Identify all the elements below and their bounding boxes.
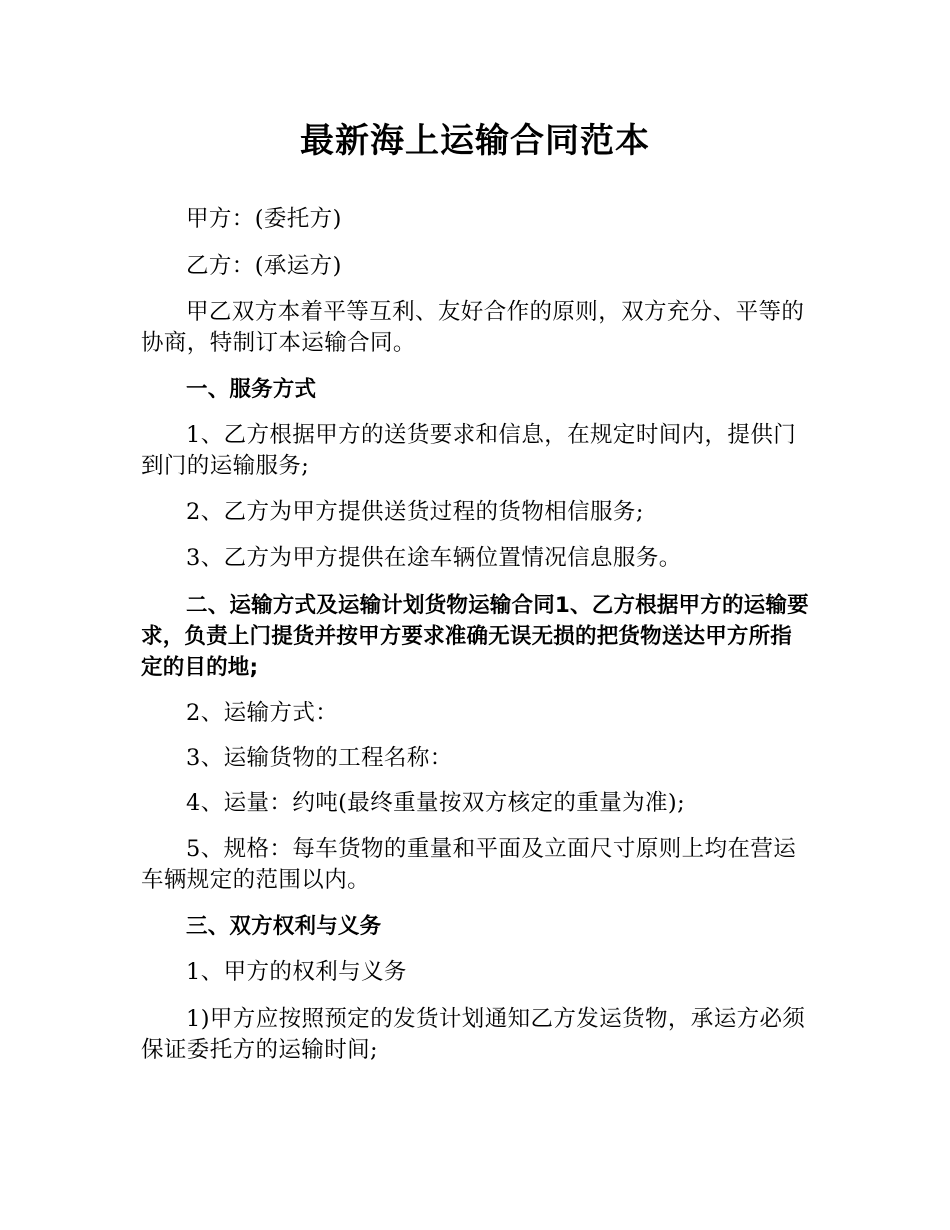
section-heading-rights: 三、双方权利与义务 xyxy=(186,914,382,939)
transport-item-5: 5、规格：每车货物的重量和平面及立面尺寸原则上均在营运车辆规定的范围以内。 xyxy=(141,836,797,893)
transport-item-2: 2、运输方式： xyxy=(186,700,339,726)
document-title: 最新海上运输合同范本 xyxy=(300,121,650,161)
rights-subitem-1: 1)甲方应按照预定的发货计划通知乙方发运货物，承运方必须保证委托方的运输时间; xyxy=(141,1006,806,1063)
transport-item-4: 4、运量：约吨(最终重量按双方核定的重量为准); xyxy=(186,790,686,816)
rights-item-1: 1、甲方的权利与义务 xyxy=(186,959,407,985)
service-item-1: 1、乙方根据甲方的送货要求和信息，在规定时间内，提供门到门的运输服务; xyxy=(141,422,797,479)
service-item-2: 2、乙方为甲方提供送货过程的货物相信服务; xyxy=(186,499,644,525)
party-b-line: 乙方：(承运方) xyxy=(186,253,342,279)
preamble-paragraph: 甲乙双方本着平等互利、友好合作的原则，双方充分、平等的协商，特制订本运输合同。 xyxy=(141,299,805,356)
section-heading-transport: 二、运输方式及运输计划货物运输合同1、乙方根据甲方的运输要求，负责上门提货并按甲方要求准确无误无损的把货物送达甲方所指定的目的地; xyxy=(141,593,809,680)
service-item-3: 3、乙方为甲方提供在途车辆位置情况信息服务。 xyxy=(186,545,682,571)
party-a-line: 甲方：(委托方) xyxy=(186,206,342,232)
section-heading-service: 一、服务方式 xyxy=(186,377,317,402)
transport-item-3: 3、运输货物的工程名称： xyxy=(186,745,453,771)
